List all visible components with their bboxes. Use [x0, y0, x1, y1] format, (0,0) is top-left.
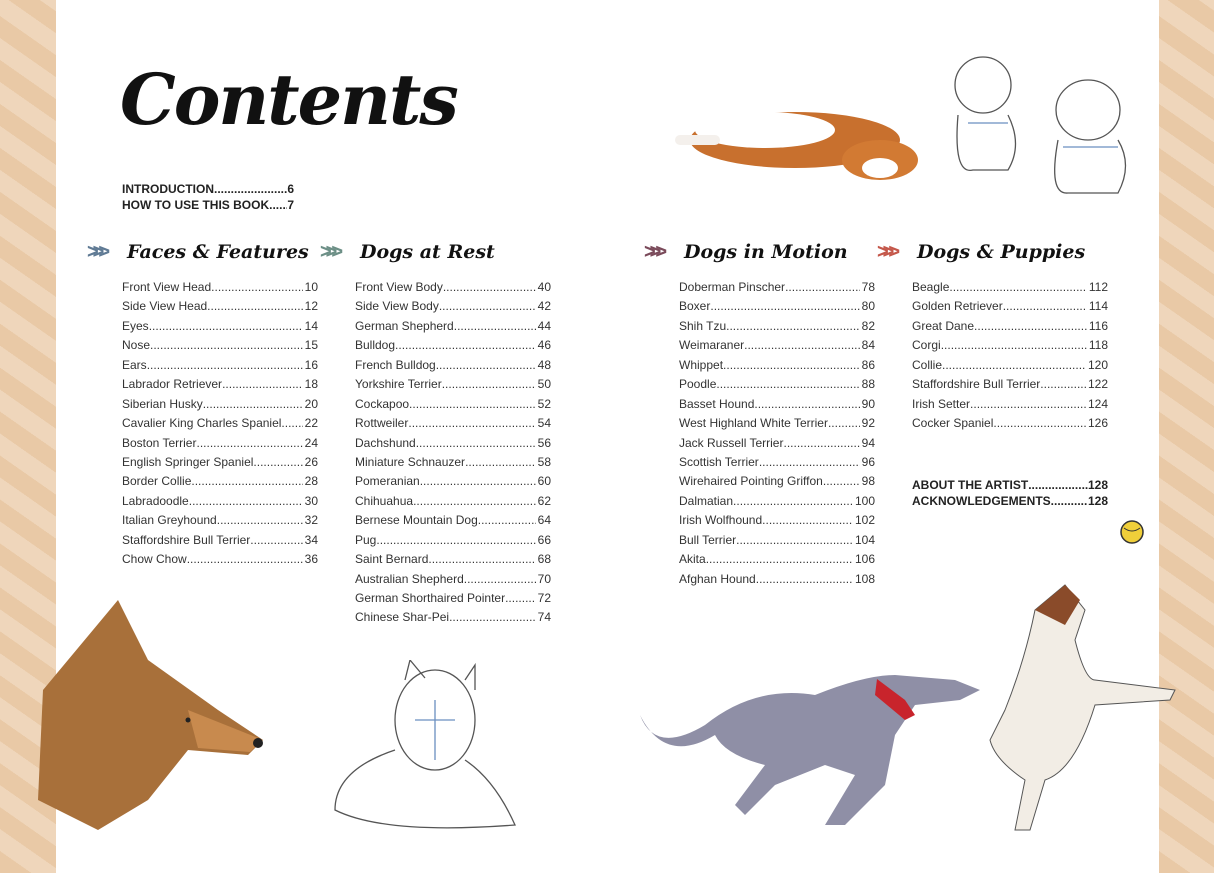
contents-entry[interactable]	[679, 299, 875, 318]
contents-entry[interactable]	[122, 455, 318, 474]
entry-label: Bulldog	[355, 338, 396, 353]
entry-page-number: 20	[304, 396, 318, 411]
entry-label: Boxer	[679, 299, 711, 314]
entry-page-number: 44	[537, 318, 551, 333]
contents-entry[interactable]	[355, 455, 551, 474]
leader-dots	[744, 338, 860, 357]
entry-page-number: 40	[537, 280, 551, 294]
section-title: Faces & Features	[127, 241, 309, 263]
contents-entry[interactable]	[679, 455, 875, 474]
entry-label: ABOUT THE ARTIST	[912, 478, 1029, 492]
entry-label: Cockapoo	[355, 396, 410, 411]
entry-label: Whippet	[679, 357, 724, 372]
entry-label: French Bulldog	[355, 357, 436, 372]
leader-dots	[439, 299, 536, 318]
leader-dots	[756, 572, 853, 591]
contents-entry[interactable]	[355, 397, 551, 416]
entry-page-number: 102	[854, 513, 875, 528]
leader-dots	[207, 299, 302, 318]
entry-page-number: 54	[537, 416, 551, 431]
contents-entry[interactable]	[122, 280, 318, 299]
entry-page-number: 26	[304, 454, 318, 469]
contents-entry[interactable]	[355, 591, 551, 610]
contents-entry[interactable]	[679, 397, 875, 416]
entry-label: Ears	[122, 357, 147, 372]
leader-dots	[211, 280, 302, 299]
contents-entry[interactable]	[122, 436, 318, 455]
section-header	[87, 236, 309, 268]
leader-dots	[478, 513, 536, 532]
leader-dots	[1003, 299, 1087, 318]
entry-label: Chow Chow	[122, 552, 187, 567]
leader-dots	[465, 455, 536, 474]
entry-label: Labradoodle	[122, 493, 189, 508]
collie-head-illustration	[38, 600, 268, 835]
puppies-sketch-illustration	[948, 45, 1138, 200]
leader-dots	[443, 280, 536, 299]
leader-dots	[970, 397, 1086, 416]
entry-page-number: 7	[287, 198, 294, 212]
leader-dots	[408, 416, 535, 435]
entry-page-number: 92	[861, 416, 875, 431]
contents-entry[interactable]	[122, 533, 318, 552]
entry-label: Rottweiler	[355, 416, 409, 431]
section-header	[644, 236, 848, 268]
entry-page-number: 98	[861, 474, 875, 489]
contents-entry[interactable]	[355, 513, 551, 532]
entry-page-number: 122	[1087, 377, 1108, 392]
leader-dots	[974, 319, 1087, 338]
entry-label: Chinese Shar-Pei	[355, 610, 450, 625]
back-matter-entry[interactable]	[912, 477, 1108, 493]
section-entries	[122, 280, 318, 572]
leader-dots	[1051, 493, 1088, 509]
contents-entry[interactable]	[355, 299, 551, 318]
contents-entry[interactable]	[912, 377, 1108, 396]
entry-page-number: 96	[861, 454, 875, 469]
leader-dots	[420, 474, 536, 493]
entry-page-number: 52	[537, 396, 551, 411]
leader-dots	[214, 181, 287, 197]
ball-icon	[1118, 518, 1146, 546]
entry-label: Wirehaired Pointing Griffon	[679, 474, 823, 489]
contents-entry[interactable]	[122, 299, 318, 318]
leader-dots	[189, 494, 303, 513]
entry-page-number: 106	[854, 552, 875, 567]
entry-label: Doberman Pinscher	[679, 280, 786, 294]
contents-entry[interactable]	[679, 436, 875, 455]
entry-page-number: 62	[537, 493, 551, 508]
leader-dots	[464, 572, 536, 591]
entry-label: Pug	[355, 532, 377, 547]
entry-label: Labrador Retriever	[122, 377, 223, 392]
contents-entry[interactable]	[122, 397, 318, 416]
entry-label: German Shorthaired Pointer	[355, 591, 506, 605]
entry-label: Staffordshire Bull Terrier	[912, 377, 1041, 392]
leader-dots	[222, 377, 303, 396]
contents-entry[interactable]	[679, 358, 875, 377]
entry-page-number: 82	[861, 318, 875, 333]
entry-page-number: 14	[304, 318, 318, 333]
contents-entry[interactable]	[912, 416, 1108, 435]
entry-page-number: 112	[1088, 280, 1108, 294]
entry-label: HOW TO USE THIS BOOK	[122, 198, 270, 212]
entry-page-number: 30	[304, 493, 318, 508]
leader-dots	[376, 533, 535, 552]
section-title: Dogs in Motion	[684, 241, 848, 263]
back-matter-entry[interactable]	[912, 493, 1108, 509]
entry-label: Staffordshire Bull Terrier	[122, 532, 251, 547]
leader-dots	[783, 436, 859, 455]
leader-dots	[754, 397, 859, 416]
entry-page-number: 6	[287, 182, 294, 196]
entry-label: German Shepherd	[355, 318, 454, 333]
entry-label: West Highland White Terrier	[679, 416, 828, 431]
contents-entry[interactable]	[355, 338, 551, 357]
contents-entry[interactable]	[355, 610, 551, 629]
yorkie-sketch-illustration	[325, 660, 525, 835]
entry-page-number: 104	[854, 532, 875, 547]
leader-dots	[413, 494, 536, 513]
entry-label: Cocker Spaniel	[912, 416, 994, 431]
entry-page-number: 64	[537, 513, 551, 528]
leader-dots	[253, 455, 302, 474]
entry-label: English Springer Spaniel	[122, 454, 254, 469]
chevrons-icon: >>>	[877, 240, 895, 263]
entry-label: Corgi	[912, 338, 941, 353]
entry-page-number: 114	[1088, 299, 1108, 314]
entry-label: Dachshund	[355, 435, 416, 450]
leader-dots	[269, 197, 287, 213]
entry-label: Collie	[912, 357, 943, 372]
section-header	[320, 236, 495, 268]
entry-label: Beagle	[912, 280, 950, 294]
leader-dots	[281, 416, 302, 435]
section-header	[877, 236, 1085, 268]
entry-label: Basset Hound	[679, 396, 755, 411]
entry-page-number: 108	[854, 571, 875, 586]
leader-dots	[191, 474, 302, 493]
contents-entry[interactable]	[679, 533, 875, 552]
contents-entry[interactable]	[355, 552, 551, 571]
contents-entry[interactable]	[679, 280, 875, 299]
contents-entry[interactable]	[122, 319, 318, 338]
section-0	[87, 236, 318, 567]
leader-dots	[250, 533, 302, 552]
entry-label: Scottish Terrier	[679, 454, 759, 469]
section-entries	[679, 280, 875, 591]
entry-page-number: 72	[537, 591, 551, 605]
section-entries	[912, 280, 1108, 436]
entry-label: Boston Terrier	[122, 435, 197, 450]
entry-label: Yorkshire Terrier	[355, 377, 442, 392]
contents-entry[interactable]	[355, 416, 551, 435]
leader-dots	[436, 358, 536, 377]
leader-dots	[759, 455, 860, 474]
entry-page-number: 15	[304, 338, 318, 353]
leader-dots	[187, 552, 303, 571]
section-2	[644, 236, 875, 586]
section-1	[320, 236, 551, 625]
contents-entry[interactable]	[912, 319, 1108, 338]
leader-dots	[942, 358, 1086, 377]
contents-entry[interactable]	[679, 552, 875, 571]
leader-dots	[449, 610, 536, 629]
entry-label: Australian Shepherd	[355, 571, 464, 586]
entry-page-number: 32	[304, 513, 318, 528]
contents-entry[interactable]	[122, 358, 318, 377]
contents-entry[interactable]	[912, 397, 1108, 416]
entry-label: Miniature Schnauzer	[355, 454, 466, 469]
leader-dots	[147, 358, 303, 377]
chevrons-icon: >>>	[320, 240, 338, 263]
leader-dots	[706, 552, 853, 571]
entry-page-number: 70	[537, 571, 551, 586]
entry-page-number: 48	[537, 357, 551, 372]
contents-entry[interactable]	[122, 552, 318, 571]
contents-entry[interactable]	[912, 338, 1108, 357]
section-title: Dogs at Rest	[360, 241, 495, 263]
contents-entry[interactable]	[679, 513, 875, 532]
leader-dots	[726, 319, 860, 338]
leader-dots	[785, 280, 860, 299]
entry-page-number: 24	[304, 435, 318, 450]
leader-dots	[941, 338, 1087, 357]
entry-page-number: 28	[304, 474, 318, 489]
contents-entry[interactable]	[355, 533, 551, 552]
entry-page-number: 80	[861, 299, 875, 314]
contents-entry[interactable]	[355, 319, 551, 338]
entry-page-number: 78	[861, 280, 875, 294]
page-title: Contents	[120, 58, 457, 141]
entry-page-number: 46	[537, 338, 551, 353]
contents-entry[interactable]	[679, 319, 875, 338]
entry-label: Side View Head	[122, 299, 208, 314]
entry-page-number: 58	[537, 454, 551, 469]
entry-page-number: 126	[1087, 416, 1108, 431]
entry-label: Chihuahua	[355, 493, 414, 508]
entry-label: Poodle	[679, 377, 717, 392]
leader-dots	[416, 436, 536, 455]
entry-label: Golden Retriever	[912, 299, 1003, 314]
whippet-illustration	[635, 655, 985, 835]
entry-page-number: 66	[537, 532, 551, 547]
entry-label: Cavalier King Charles Spaniel	[122, 416, 282, 431]
section-title: Dogs & Puppies	[917, 241, 1086, 263]
leader-dots	[716, 377, 859, 396]
entry-page-number: 84	[861, 338, 875, 353]
entry-page-number: 120	[1087, 357, 1108, 372]
entry-label: Front View Body	[355, 280, 443, 294]
contents-entry[interactable]	[679, 416, 875, 435]
entry-label: INTRODUCTION	[122, 182, 214, 196]
entry-page-number: 60	[537, 474, 551, 489]
front-matter	[122, 181, 294, 213]
contents-entry[interactable]	[122, 513, 318, 532]
entry-label: Great Dane	[912, 318, 975, 333]
leader-dots	[150, 338, 303, 357]
contents-entry[interactable]	[122, 338, 318, 357]
entry-label: Bernese Mountain Dog	[355, 513, 478, 528]
leader-dots	[733, 494, 853, 513]
contents-entry[interactable]	[679, 338, 875, 357]
entry-page-number: 56	[537, 435, 551, 450]
entry-page-number: 36	[304, 552, 318, 567]
leader-dots	[217, 513, 303, 532]
leader-dots	[395, 338, 536, 357]
entry-label: Front View Head	[122, 280, 212, 294]
contents-entry[interactable]	[912, 358, 1108, 377]
contents-entry[interactable]	[355, 280, 551, 299]
entry-label: Afghan Hound	[679, 571, 756, 586]
entry-page-number: 90	[861, 396, 875, 411]
contents-entry[interactable]	[679, 494, 875, 513]
entry-label: Side View Body	[355, 299, 439, 314]
entry-label: Italian Greyhound	[122, 513, 217, 528]
leader-dots	[149, 319, 303, 338]
contents-entry[interactable]	[122, 494, 318, 513]
leader-dots	[203, 397, 303, 416]
entry-page-number: 124	[1087, 396, 1108, 411]
contents-entry[interactable]	[912, 299, 1108, 318]
leader-dots	[762, 513, 853, 532]
entry-page-number: 74	[537, 610, 551, 625]
entry-page-number: 116	[1088, 318, 1108, 333]
section-3	[877, 236, 1108, 431]
entry-page-number: 88	[861, 377, 875, 392]
entry-label: Jack Russell Terrier	[679, 435, 784, 450]
entry-label: Bull Terrier	[679, 532, 737, 547]
back-matter	[912, 477, 1108, 509]
leader-dots	[828, 416, 860, 435]
contents-entry[interactable]	[679, 377, 875, 396]
entry-label: Shih Tzu	[679, 318, 727, 333]
contents-entry[interactable]	[122, 416, 318, 435]
section-entries	[355, 280, 551, 630]
leader-dots	[196, 436, 302, 455]
contents-entry[interactable]	[355, 572, 551, 591]
contents-entry[interactable]	[355, 474, 551, 493]
entry-page-number: 18	[304, 377, 318, 392]
leader-dots	[1028, 477, 1088, 493]
entry-page-number: 34	[304, 532, 318, 547]
front-matter-entry[interactable]	[122, 197, 294, 213]
entry-label: Siberian Husky	[122, 396, 203, 411]
leader-dots	[949, 280, 1086, 299]
contents-entry[interactable]	[122, 474, 318, 493]
entry-label: Eyes	[122, 318, 149, 333]
contents-entry[interactable]	[912, 280, 1108, 299]
leader-dots	[454, 319, 536, 338]
leader-dots	[409, 397, 536, 416]
leader-dots	[723, 358, 860, 377]
contents-entry[interactable]	[355, 377, 551, 396]
leader-dots	[993, 416, 1086, 435]
contents-entry[interactable]	[122, 377, 318, 396]
entry-label: Irish Setter	[912, 396, 971, 411]
entry-page-number: 86	[861, 357, 875, 372]
leader-dots	[1040, 377, 1086, 396]
entry-page-number: 50	[537, 377, 551, 392]
leader-dots	[442, 377, 536, 396]
front-matter-entry[interactable]	[122, 181, 294, 197]
jack-russell-illustration	[975, 580, 1185, 840]
corgi-illustration	[665, 80, 930, 185]
entry-page-number: 16	[304, 357, 318, 372]
entry-page-number: 12	[304, 299, 318, 314]
entry-label: Dalmatian	[679, 493, 734, 508]
entry-label: Weimaraner	[679, 338, 745, 353]
entry-page-number: 68	[537, 552, 551, 567]
entry-label: Irish Wolfhound	[679, 513, 763, 528]
contents-entry[interactable]	[679, 572, 875, 591]
contents-entry[interactable]	[355, 494, 551, 513]
entry-label: Akita	[679, 552, 706, 567]
entry-label: Nose	[122, 338, 151, 353]
entry-label: Pomeranian	[355, 474, 420, 489]
contents-entry[interactable]	[355, 358, 551, 377]
leader-dots	[505, 591, 536, 610]
entry-label: Border Collie	[122, 474, 192, 489]
entry-page-number: 100	[854, 493, 875, 508]
chevrons-icon: >>>	[644, 240, 662, 263]
contents-entry[interactable]	[355, 436, 551, 455]
entry-page-number: 42	[537, 299, 551, 314]
leader-dots	[710, 299, 859, 318]
entry-page-number: 10	[304, 280, 318, 294]
entry-page-number: 128	[1087, 494, 1108, 508]
contents-entry[interactable]	[679, 474, 875, 493]
entry-page-number: 22	[304, 416, 318, 431]
leader-dots	[428, 552, 535, 571]
entry-page-number: 118	[1088, 338, 1108, 353]
leader-dots	[823, 474, 860, 493]
entry-page-number: 128	[1087, 478, 1108, 492]
entry-page-number: 94	[861, 435, 875, 450]
leader-dots	[736, 533, 853, 552]
entry-label: ACKNOWLEDGEMENTS	[912, 494, 1051, 508]
chevrons-icon: >>>	[87, 240, 105, 263]
entry-label: Saint Bernard	[355, 552, 429, 567]
